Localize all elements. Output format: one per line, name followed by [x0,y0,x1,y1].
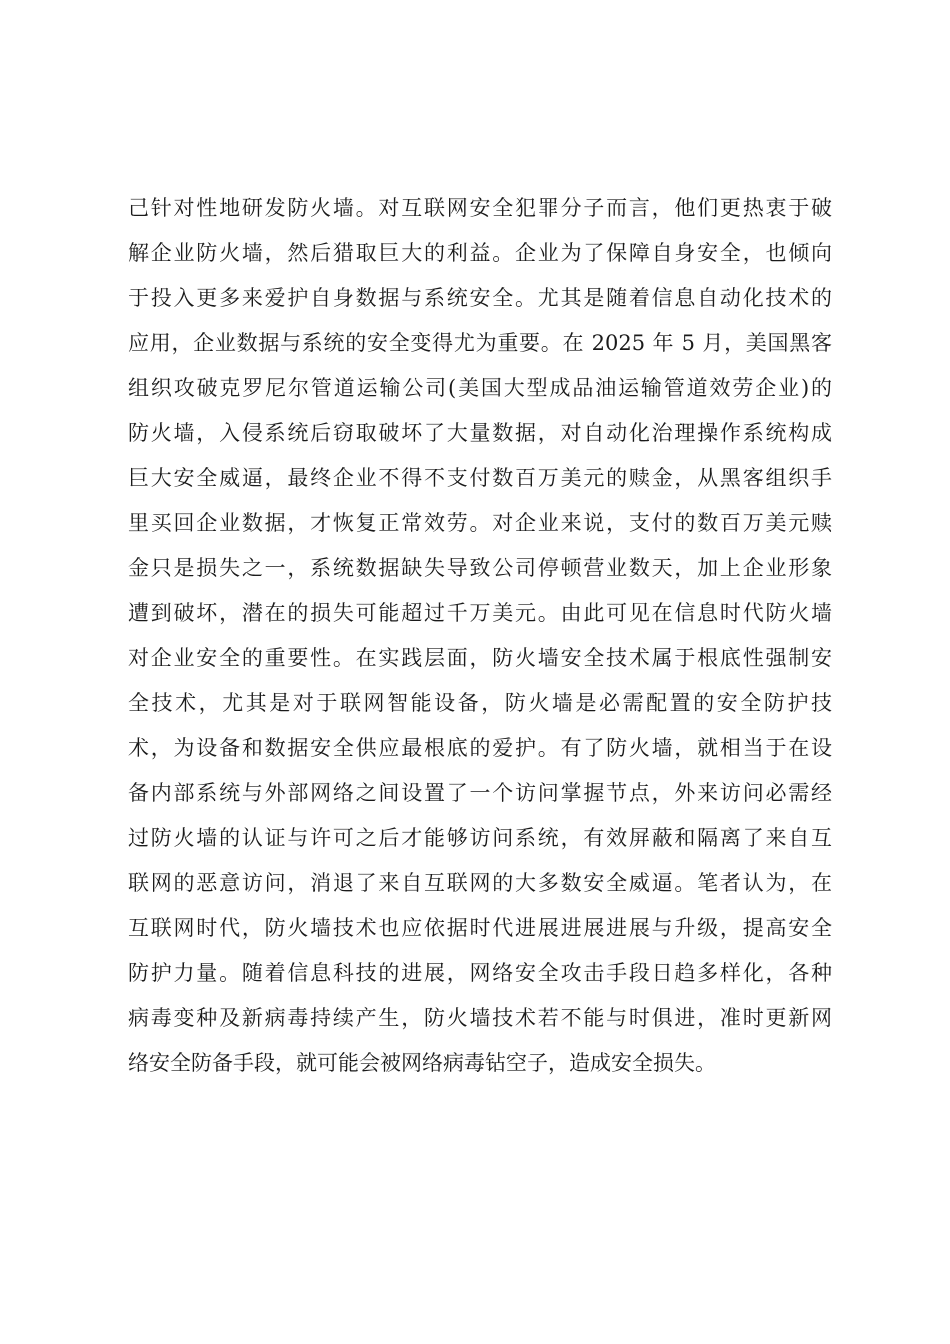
text-line: 于投入更多来爱护自身数据与系统安全。尤其是随着信息自动化技术的 [128,286,832,310]
text-line: 防护力量。随着信息科技的进展，网络安全攻击手段日趋多样化，各种 [128,961,832,985]
body-paragraph [128,186,832,1086]
text-line: 络安全防备手段，就可能会被网络病毒钻空子，造成安全损失。 [128,1051,716,1075]
text-line: 解企业防火墙，然后猎取巨大的利益。企业为了保障自身安全，也倾向 [128,241,832,265]
text-line: 金只是损失之一，系统数据缺失导致公司停顿营业数天，加上企业形象 [128,556,832,580]
text-line: 组织攻破克罗尼尔管道运输公司(美国大型成品油运输管道效劳企业)的 [128,376,832,400]
text-line: 互联网时代，防火墙技术也应依据时代进展进展进展与升级，提高安全 [128,916,832,940]
text-line: 对企业安全的重要性。在实践层面，防火墙安全技术属于根底性强制安 [128,646,832,670]
text-line: 联网的恶意访问，消退了来自互联网的大多数安全威逼。笔者认为，在 [128,871,832,895]
text-line: 术，为设备和数据安全供应最根底的爱护。有了防火墙，就相当于在设 [128,736,832,760]
text-line: 病毒变种及新病毒持续产生，防火墙技术若不能与时俱进，准时更新网 [128,1006,832,1030]
text-line: 应用，企业数据与系统的安全变得尤为重要。在 2025 年 5 月，美国黑客 [128,331,832,355]
text-line: 过防火墙的认证与许可之后才能够访问系统，有效屏蔽和隔离了来自互 [128,826,832,850]
text-line: 防火墙，入侵系统后窃取破坏了大量数据，对自动化治理操作系统构成 [128,421,832,445]
text-line: 里买回企业数据，才恢复正常效劳。对企业来说，支付的数百万美元赎 [128,511,832,535]
text-line: 巨大安全威逼，最终企业不得不支付数百万美元的赎金，从黑客组织手 [128,466,832,490]
text-line: 备内部系统与外部网络之间设置了一个访问掌握节点，外来访问必需经 [128,781,832,805]
text-line: 全技术，尤其是对于联网智能设备，防火墙是必需配置的安全防护技 [128,691,832,715]
text-line: 己针对性地研发防火墙。对互联网安全犯罪分子而言，他们更热衷于破 [128,196,832,220]
text-line: 遭到破坏，潜在的损失可能超过千万美元。由此可见在信息时代防火墙 [128,601,832,625]
